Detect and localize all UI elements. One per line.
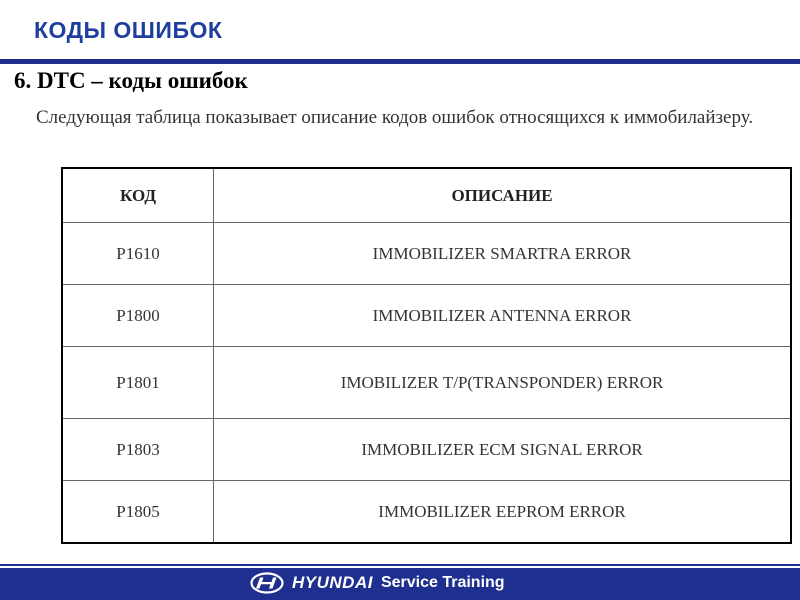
footer-divider bbox=[0, 564, 800, 566]
column-header-code: КОД bbox=[62, 168, 214, 223]
table-row bbox=[62, 223, 791, 285]
section-title: 6. DTC – коды ошибок bbox=[14, 68, 248, 93]
dtc-description-cell: IMMOBILIZER EEPROM ERROR bbox=[214, 481, 791, 544]
column-header-description: ОПИСАНИЕ bbox=[214, 168, 791, 223]
dtc-description-cell: IMMOBILIZER ANTENNA ERROR bbox=[214, 285, 791, 347]
dtc-code-cell: P1803 bbox=[62, 419, 214, 481]
table-row bbox=[62, 347, 791, 419]
page-title: КОДЫ ОШИБОК bbox=[34, 17, 223, 43]
footer-brand-name: HYUNDAI bbox=[292, 573, 373, 592]
dtc-code-cell: P1800 bbox=[62, 285, 214, 347]
footer-tagline: Service Training bbox=[380, 574, 505, 591]
table-header-row bbox=[62, 168, 791, 223]
dtc-description-cell: IMOBILIZER T/P(TRANSPONDER) ERROR bbox=[214, 347, 791, 419]
dtc-code-cell: P1610 bbox=[62, 223, 214, 285]
dtc-code-cell: P1801 bbox=[62, 347, 214, 419]
hyundai-logo-icon bbox=[250, 572, 284, 594]
table-row bbox=[62, 419, 791, 481]
dtc-description-cell: IMMOBILIZER SMARTRA ERROR bbox=[214, 223, 791, 285]
intro-paragraph: Следующая таблица показывает описание кодов ошибок относящихся к иммобилайзеру. bbox=[36, 107, 754, 128]
dtc-code-cell: P1805 bbox=[62, 481, 214, 544]
dtc-description-cell: IMMOBILIZER ECM SIGNAL ERROR bbox=[214, 419, 791, 481]
footer-branding bbox=[250, 572, 505, 594]
header-divider bbox=[0, 59, 800, 64]
table-row bbox=[62, 481, 791, 544]
table-row bbox=[62, 285, 791, 347]
dtc-table bbox=[61, 167, 792, 544]
